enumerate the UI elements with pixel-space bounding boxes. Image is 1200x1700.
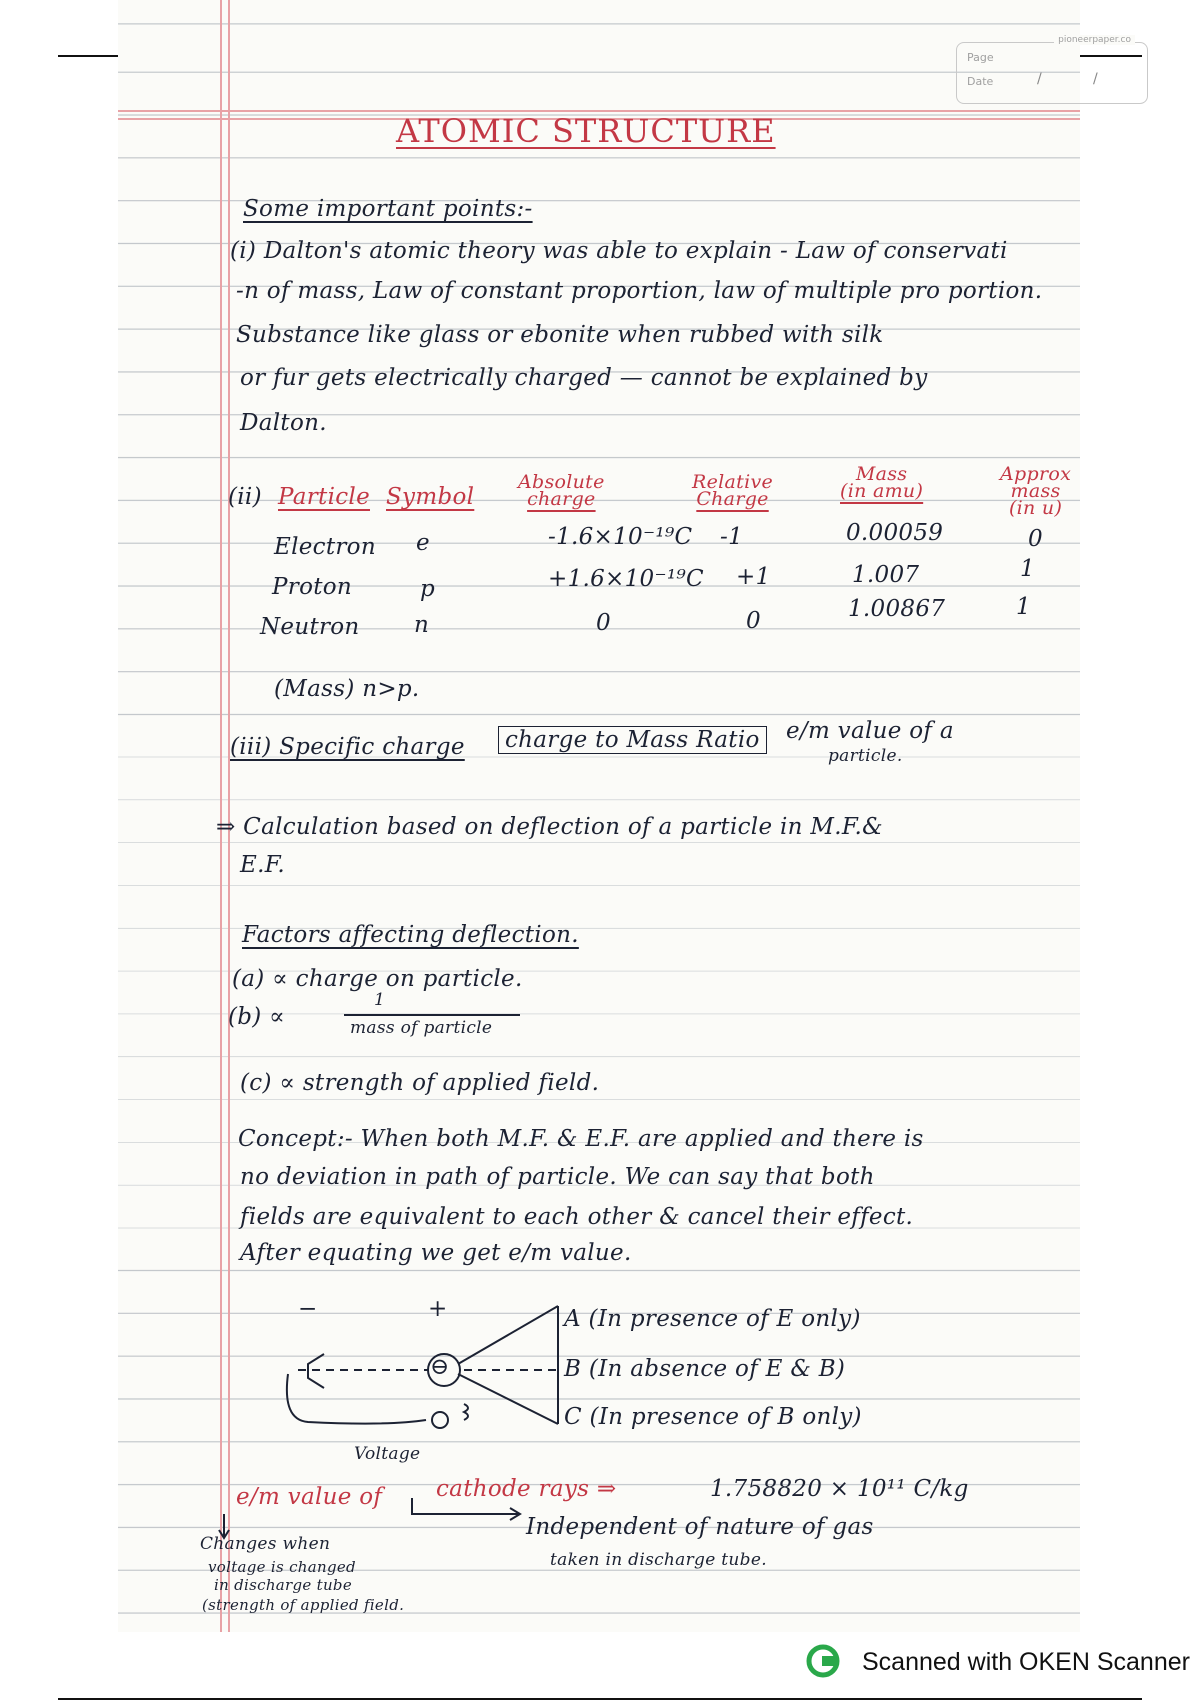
calc-line-1: ⇒ Calculation based on deflection of a particle in M.F.&: [216, 814, 883, 840]
factor-b-prefix: (b) ∝: [228, 1004, 286, 1030]
date-label: Date: [967, 75, 994, 88]
page-label: Page: [967, 51, 994, 64]
concept-line-1: Concept:- When both M.F. & E.F. are applied and there is: [238, 1126, 924, 1152]
point-1-line-4: or fur gets electrically charged — cannot be explained by: [240, 365, 928, 391]
intro-heading: Some important points:-: [243, 196, 533, 222]
table-cell-abs-charge: +1.6×10⁻¹⁹C: [548, 566, 704, 592]
table-cell-approx: 1: [1020, 556, 1035, 582]
table-cell-mass: 1.00867: [848, 596, 946, 622]
table-cell-symbol: p: [420, 576, 436, 602]
mass-note: (Mass) n>p.: [274, 676, 420, 702]
point-1-line-2: -n of mass, Law of constant proportion, law of multiple pro portion.: [236, 278, 1043, 304]
table-cell-symbol: e: [416, 530, 430, 556]
table-cell-symbol: n: [414, 612, 430, 638]
cathode-rays: cathode rays ⇒: [436, 1476, 617, 1502]
table-cell-rel-charge: +1: [736, 564, 771, 590]
factor-b-numerator: 1: [374, 990, 386, 1010]
table-header-approx-mass: Approx mass (in u): [1000, 463, 1072, 519]
changes-line-4: (strength of applied field.: [202, 1596, 405, 1614]
factor-b-denominator: mass of particle: [350, 1018, 493, 1038]
table-cell-rel-charge: -1: [720, 524, 744, 550]
table-number: (ii): [228, 484, 262, 510]
table-cell-abs-charge: -1.6×10⁻¹⁹C: [548, 524, 693, 550]
scan-rule-left: [58, 55, 118, 57]
em-value: 1.758820 × 10¹¹ C/kg: [710, 1476, 969, 1502]
label-a: A (In presence of E only): [564, 1306, 861, 1332]
factor-a: (a) ∝ charge on particle.: [232, 966, 523, 992]
table-cell-particle: Proton: [272, 574, 353, 600]
label-c: C (In presence of B only): [564, 1404, 862, 1430]
table-header-particle: Particle: [278, 484, 370, 510]
table-cell-rel-charge: 0: [746, 608, 761, 634]
point-1-line-3: Substance like glass or ebonite when rubbed with silk: [236, 322, 884, 348]
independent-line-2: taken in discharge tube.: [550, 1550, 767, 1570]
page-title: ATOMIC STRUCTURE: [396, 112, 776, 150]
notebook-page: [118, 0, 1131, 1632]
point-1-line-1: (i) Dalton's atomic theory was able to explain - Law of conservati: [230, 238, 1008, 264]
table-header-rel-charge: Relative Charge: [692, 471, 774, 510]
em-value-label: e/m value of: [236, 1484, 383, 1510]
table-cell-particle: Neutron: [260, 614, 360, 640]
concept-line-2: no deviation in path of particle. We can say that both: [240, 1164, 875, 1190]
paper-brand: pioneerpaper.co: [1054, 35, 1135, 45]
table-cell-mass: 0.00059: [846, 520, 944, 546]
changes-line-3: in discharge tube: [214, 1576, 353, 1594]
table-header-abs-charge: Absolute charge: [518, 471, 605, 510]
changes-line-2: voltage is changed: [208, 1558, 356, 1576]
table-cell-abs-charge: 0: [596, 610, 611, 636]
em-line-1: e/m value of a: [786, 718, 954, 744]
point-3-label: (iii) Specific charge: [230, 734, 465, 760]
point-1-line-5: Dalton.: [240, 410, 327, 436]
scanner-watermark: Scanned with OKEN Scanner: [862, 1648, 1190, 1676]
table-header-mass: Mass (in amu): [840, 463, 924, 502]
page-date-box: pioneerpaper.co Page Date / /: [956, 42, 1148, 104]
table-cell-mass: 1.007: [852, 562, 920, 588]
oken-scanner-logo-icon: [806, 1644, 840, 1678]
concept-line-3: fields are equivalent to each other & cancel their effect.: [240, 1204, 914, 1230]
em-line-2: particle.: [828, 746, 903, 766]
calc-line-2: E.F.: [240, 852, 285, 878]
fraction-bar: [344, 1014, 520, 1016]
electron-symbol: ⊖: [430, 1354, 450, 1380]
ratio-box: charge to Mass Ratio: [498, 726, 767, 754]
table-cell-approx: 1: [1016, 594, 1031, 620]
changes-line-1: Changes when: [200, 1534, 331, 1554]
diagram-plus: +: [428, 1296, 448, 1322]
arrow-independent: [408, 1494, 528, 1534]
table-cell-approx: 0: [1028, 526, 1043, 552]
factors-heading: Factors affecting deflection.: [242, 922, 579, 948]
diagram-minus: −: [298, 1296, 318, 1322]
concept-line-4: After equating we get e/m value.: [240, 1240, 632, 1266]
label-b: B (In absence of E & B): [564, 1356, 846, 1382]
table-cell-particle: Electron: [274, 534, 376, 560]
table-header-symbol: Symbol: [386, 484, 475, 510]
voltage-label: Voltage: [354, 1444, 421, 1464]
independent-line-1: Independent of nature of gas: [526, 1514, 874, 1540]
factor-c: (c) ∝ strength of applied field.: [240, 1070, 600, 1096]
